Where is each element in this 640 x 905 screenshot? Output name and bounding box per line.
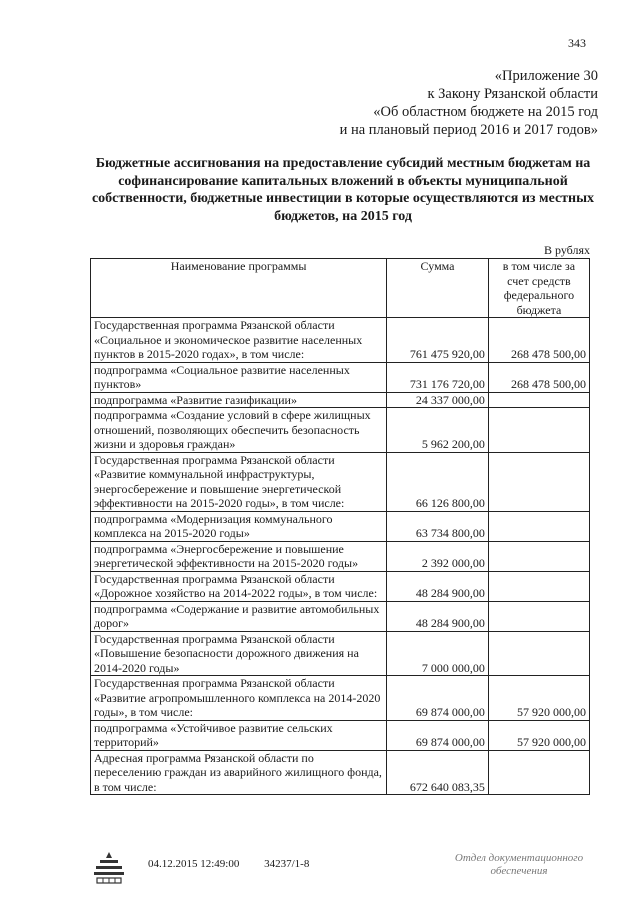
cell-federal: 57 920 000,00 [488,720,589,750]
cell-sum: 66 126 800,00 [387,452,489,511]
footer-datetime: 04.12.2015 12:49:00 [148,858,240,870]
cell-sum: 24 337 000,00 [387,392,489,408]
table-row [91,601,590,631]
cell-federal [488,452,589,511]
appendix-line: «Приложение 30 [494,68,598,84]
cell-federal [488,408,589,453]
cell-sum: 5 962 200,00 [387,408,489,453]
cell-name: подпрограмма «Модернизация коммунального комплекса на 2015-2020 годы» [91,511,387,541]
stamp [446,852,592,878]
cell-sum: 761 475 920,00 [387,318,489,363]
cell-sum: 48 284 900,00 [387,601,489,631]
appendix-line: к Закону Рязанской области [427,86,598,102]
cell-name: подпрограмма «Создание условий в сфере жилищных отношений, позволяющих обеспечить безопасность жизни и здоровья граждан» [91,408,387,453]
cell-name: Адресная программа Рязанской области по переселению граждан из аварийного жилищного фонда, в том числе: [91,750,387,795]
header-sum: Сумма [387,259,489,318]
stamp-line: Отдел документационного [454,852,584,864]
budget-table [90,258,590,795]
cell-name: подпрограмма «Развитие газификации» [91,392,387,408]
table-row [91,571,590,601]
cell-name: Государственная программа Рязанской области «Дорожное хозяйство на 2014-2022 годы», в том числе: [91,571,387,601]
table-row [91,408,590,453]
table-row [91,750,590,795]
table-row [91,511,590,541]
cell-sum: 63 734 800,00 [387,511,489,541]
cell-federal [488,750,589,795]
cell-name: подпрограмма «Устойчивое развитие сельских территорий» [91,720,387,750]
appendix-line: и на плановый период 2016 и 2017 годов» [339,122,598,138]
cell-federal [488,392,589,408]
units-label: В рублях [543,243,590,257]
appendix-header [340,67,598,139]
header-name: Наименование программы [91,259,387,318]
cell-federal [488,511,589,541]
table-row [91,318,590,363]
cell-sum: 672 640 083,35 [387,750,489,795]
cell-name: Государственная программа Рязанской области «Социальное и экономическое развитие населенных пунктов в 2015-2020 годах», в том числе: [91,318,387,363]
table-row [91,362,590,392]
cell-name: подпрограмма «Энергосбережение и повышение энергетической эффективности на 2015-2020 годы» [91,541,387,571]
cell-federal [488,631,589,676]
cell-federal: 57 920 000,00 [488,676,589,721]
cell-sum: 48 284 900,00 [387,571,489,601]
table-row [91,676,590,721]
footer-doc-id: 34237/1-8 [264,858,310,870]
stamp-line: обеспечения [490,865,548,877]
page-number: 343 [568,36,586,50]
document-title: Бюджетные ассигнования на предоставление субсидий местным бюджетам на софинансирование капитальных вложений в объекты муниципальной собственности, бюджетные инвестиции в которые осуществляются из местных бюджетов, на 2015 год [91,156,595,224]
header-federal: в том числе за счет средств федерального бюджета [488,259,589,318]
cell-name: Государственная программа Рязанской области «Повышение безопасности дорожного движения на 2014-2020 годы» [91,631,387,676]
cell-name: Государственная программа Рязанской области «Развитие коммунальной инфраструктуры, энергосбережение и повышение энергетической эффективности на 2015-2020 годы», в том числе: [91,452,387,511]
cell-sum: 69 874 000,00 [387,720,489,750]
emblem-logo [92,850,126,886]
cell-sum: 731 176 720,00 [387,362,489,392]
cell-federal [488,571,589,601]
cell-name: подпрограмма «Содержание и развитие автомобильных дорог» [91,601,387,631]
cell-name: подпрограмма «Социальное развитие населенных пунктов» [91,362,387,392]
cell-sum: 7 000 000,00 [387,631,489,676]
cell-sum: 2 392 000,00 [387,541,489,571]
cell-name: Государственная программа Рязанской области «Развитие агропромышленного комплекса на 2014-2020 годы», в том числе: [91,676,387,721]
footer [148,858,331,870]
table-row [91,452,590,511]
table-row [91,541,590,571]
table-body [91,318,590,795]
cell-federal [488,601,589,631]
cell-sum: 69 874 000,00 [387,676,489,721]
table-header-row [91,259,590,318]
table-row [91,392,590,408]
cell-federal: 268 478 500,00 [488,362,589,392]
cell-federal: 268 478 500,00 [488,318,589,363]
cell-federal [488,541,589,571]
table-row [91,631,590,676]
appendix-line: «Об областном бюджете на 2015 год [373,104,598,120]
table-row [91,720,590,750]
